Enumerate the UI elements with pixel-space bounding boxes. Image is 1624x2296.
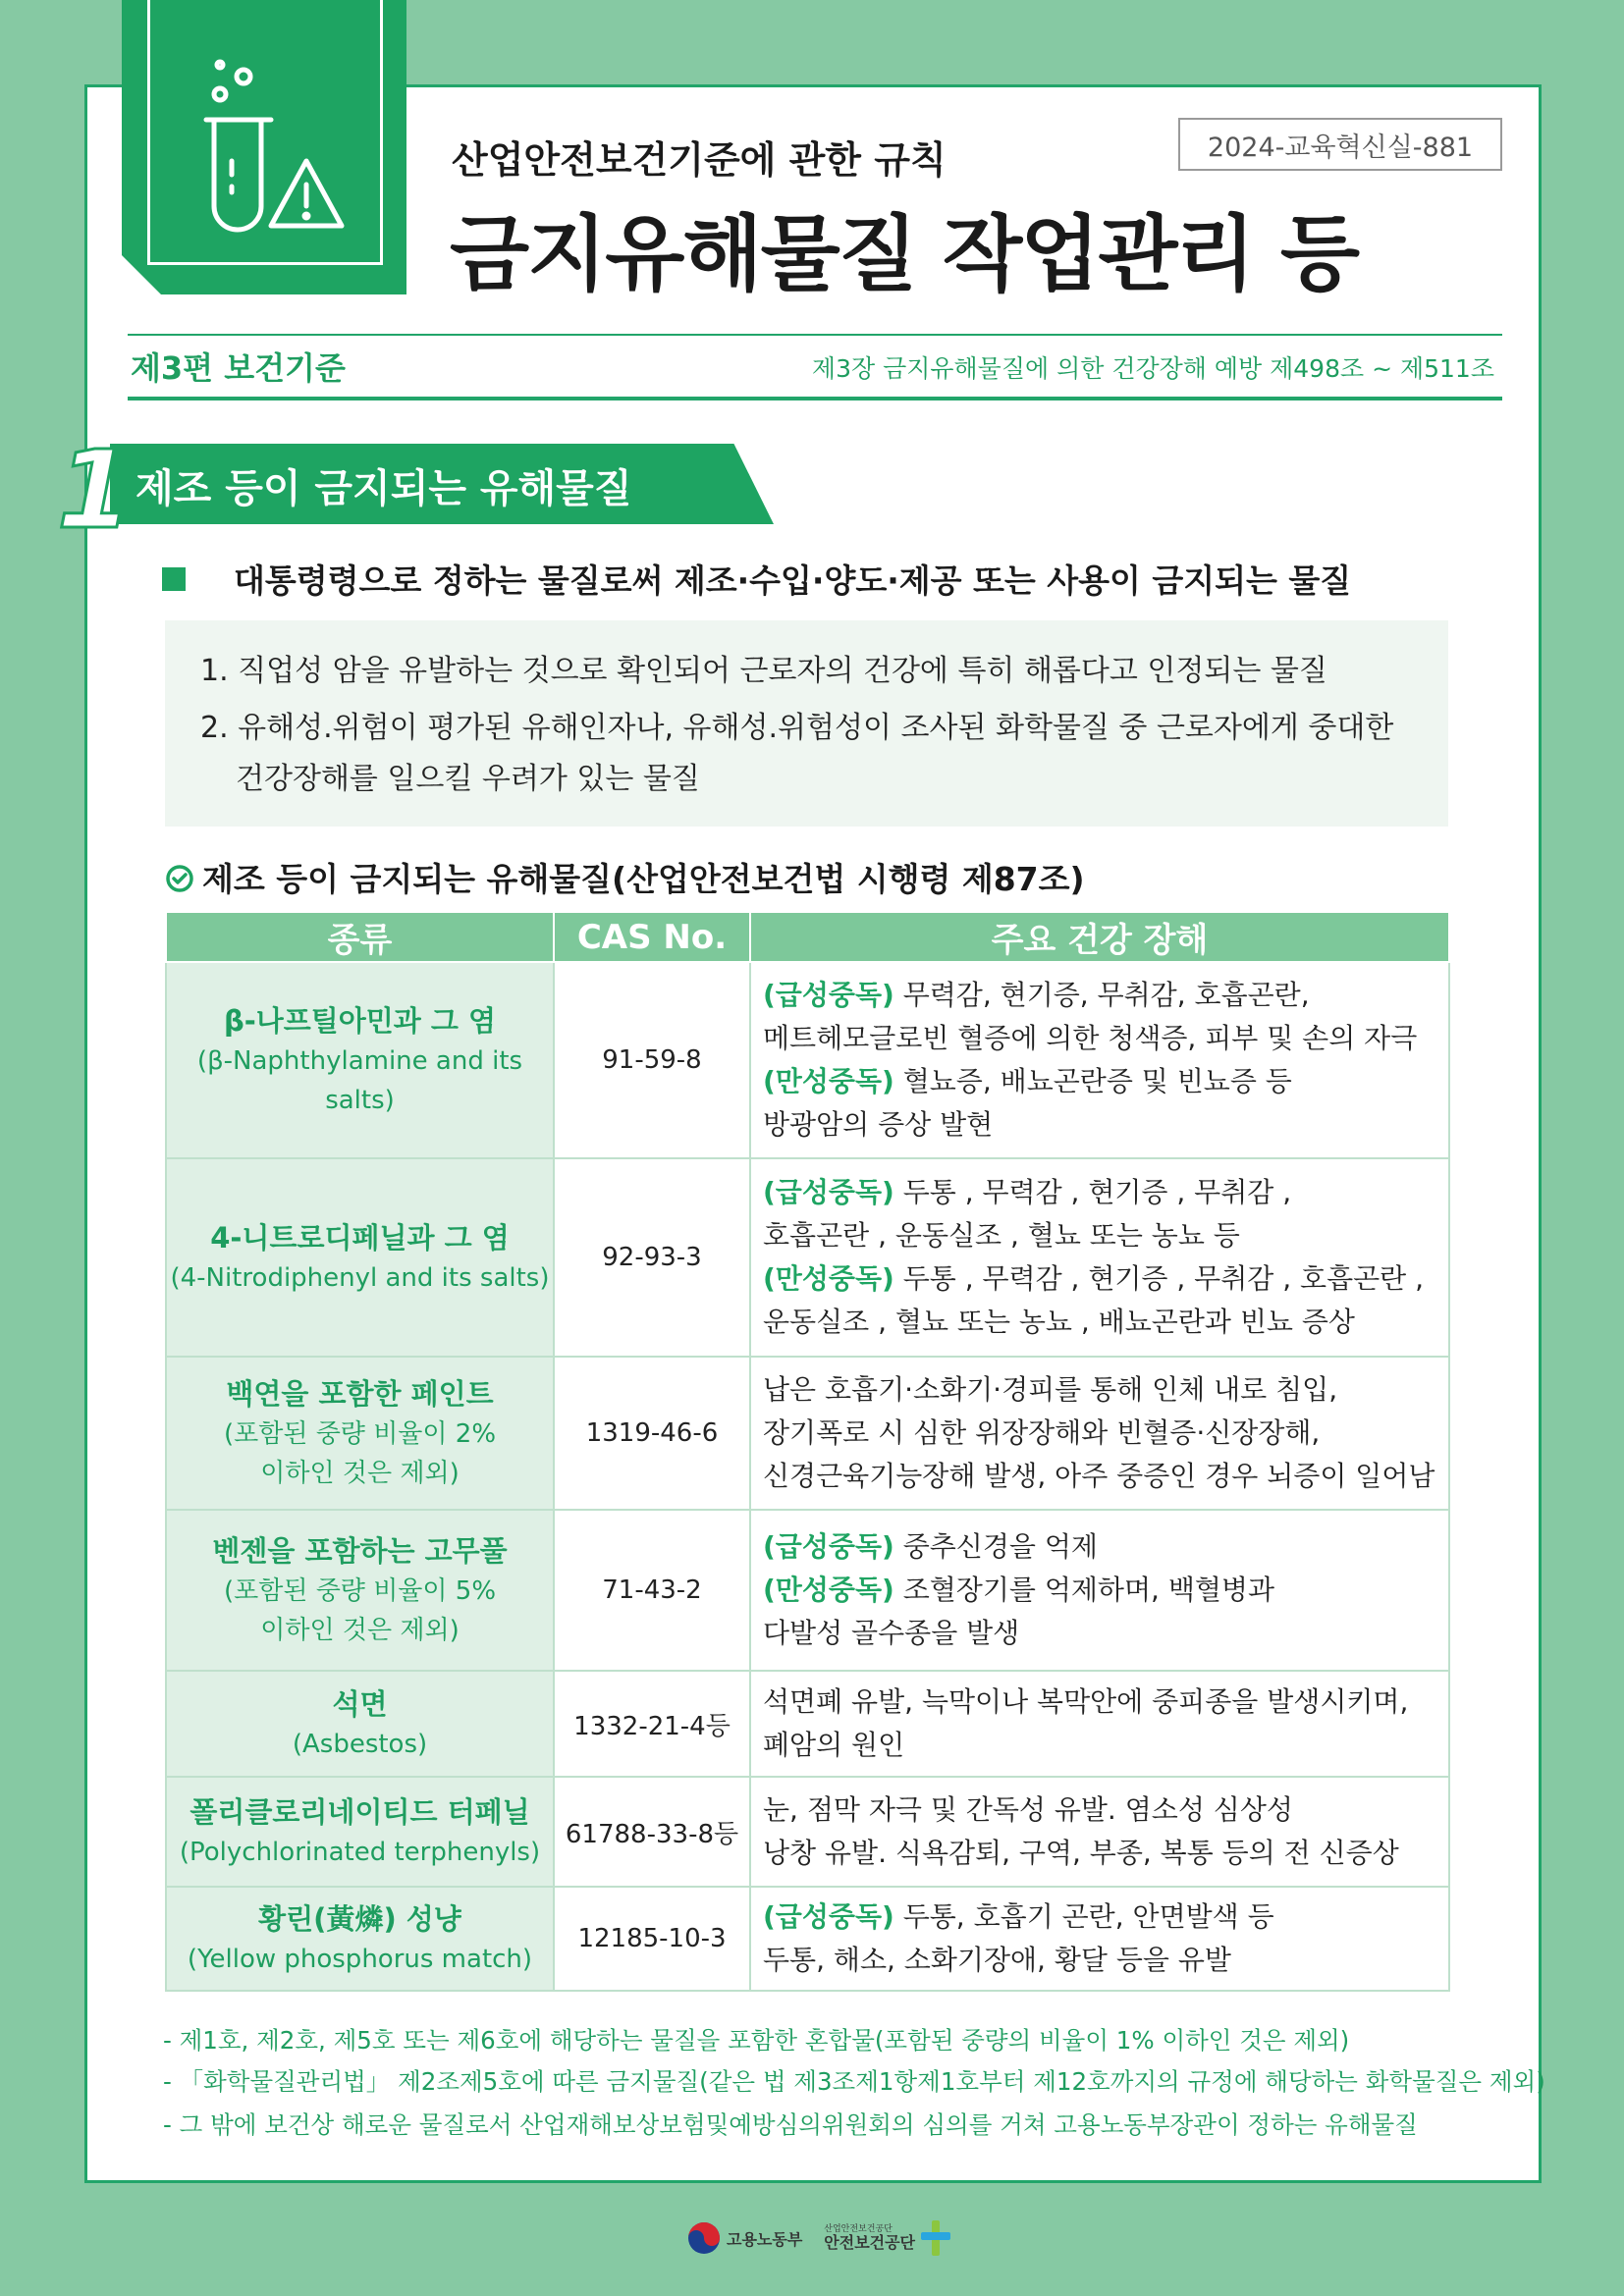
- poisoning-type-tag: (급성중독): [763, 1176, 894, 1208]
- square-bullet-icon: [162, 567, 186, 591]
- column-header-cas: CAS No.: [554, 912, 750, 962]
- health-effects-cell: [750, 1158, 1449, 1357]
- health-effect-line: [763, 1455, 1436, 1498]
- health-effect-line: [763, 1060, 1436, 1103]
- table-row: [166, 1671, 1449, 1777]
- definition-heading: 대통령령으로 정하는 물질로써 제조·수입·양도·제공 또는 사용이 금지되는 물질: [234, 561, 1352, 600]
- moel-logo-text: 고용노동부: [727, 2229, 803, 2249]
- substance-subtitle-cont: 이하인 것은 제외): [260, 1616, 460, 1645]
- substance-name: 폴리클로리네이티드 터페닐: [189, 1795, 530, 1829]
- health-effect-line: [763, 1939, 1436, 1982]
- health-effect-line: [763, 1525, 1436, 1569]
- substance-subtitle: (Asbestos): [292, 1730, 428, 1759]
- taeguk-icon: [687, 2221, 721, 2255]
- health-effect-text: 석면폐 유발, 늑막이나 복막안에 중피종을 발생시키며,: [763, 1685, 1409, 1718]
- substance-subtitle: (포함된 중량 비율이 2%: [223, 1419, 497, 1449]
- cas-number: 1332-21-4등: [554, 1671, 750, 1777]
- health-effects-cell: [750, 962, 1449, 1158]
- substance-name: 4-니트로디페닐과 그 염: [210, 1221, 510, 1255]
- health-effect-text: 장기폭로 시 심한 위장장해와 빈혈증·신장장해,: [763, 1416, 1321, 1449]
- column-header-type: 종류: [166, 912, 554, 962]
- health-effect-line: [763, 1832, 1436, 1875]
- health-effects-cell: [750, 1510, 1449, 1671]
- kosha-logo: [824, 2220, 950, 2256]
- health-effect-text: 중추신경을 억제: [893, 1530, 1098, 1563]
- part-label: 제3편 보건기준: [131, 349, 346, 387]
- substance-name-cell: [166, 1158, 554, 1357]
- substance-name-cell: [166, 1777, 554, 1887]
- health-effect-text: 낭창 유발. 식욕감퇴, 구역, 부종, 복통 등의 전 신증상: [763, 1837, 1399, 1869]
- flask-warning-icon: [192, 59, 350, 245]
- substance-name-cell: [166, 1510, 554, 1671]
- table-row: [166, 1887, 1449, 1991]
- substance-subtitle-cont: 이하인 것은 제외): [260, 1459, 460, 1488]
- health-effect-text: 다발성 골수종을 발생: [763, 1617, 1020, 1649]
- table-row: [166, 1158, 1449, 1357]
- cas-number: 1319-46-6: [554, 1357, 750, 1510]
- substance-name-cell: [166, 1357, 554, 1510]
- substance-subtitle: (포함된 중량 비율이 5%: [223, 1576, 497, 1606]
- health-effect-text: 두통 , 무력감 , 현기증 , 무취감 ,: [893, 1176, 1292, 1208]
- criteria-item-1: 1. 직업성 암을 유발하는 것으로 확인되어 근로자의 건강에 특히 해롭다고 인정되는 물질: [200, 654, 1327, 688]
- health-effect-line: [763, 1368, 1436, 1412]
- health-effect-line: [763, 1412, 1436, 1455]
- table-row: [166, 1357, 1449, 1510]
- kosha-logo-text: 안전보건공단: [824, 2233, 916, 2252]
- table-row: [166, 962, 1449, 1158]
- poisoning-type-tag: (급성중독): [763, 1900, 894, 1933]
- health-effect-text: 방광암의 증상 발현: [763, 1108, 994, 1141]
- health-effects-cell: [750, 1671, 1449, 1777]
- poisoning-type-tag: (급성중독): [763, 979, 894, 1011]
- substance-name-cell: [166, 1671, 554, 1777]
- cas-number: 91-59-8: [554, 962, 750, 1158]
- health-effect-line: [763, 1171, 1436, 1214]
- divider-bottom: [128, 397, 1502, 400]
- criteria-item-2: 2. 유해성.위험이 평가된 유해인자나, 유해성.위험성이 조사된 화학물질 중 근로자에게 중대한: [200, 711, 1394, 745]
- substance-subtitle: (Polychlorinated terphenyls): [179, 1838, 541, 1867]
- divider-top: [128, 334, 1502, 336]
- health-effect-line: [763, 1896, 1436, 1939]
- health-effect-line: [763, 1257, 1436, 1301]
- substance-name: β-나프틸아민과 그 염: [223, 1004, 497, 1038]
- substance-subtitle: (Yellow phosphorus match): [187, 1945, 533, 1974]
- table-row: [166, 1510, 1449, 1671]
- footer-logos: [687, 2220, 950, 2256]
- table-row: [166, 1777, 1449, 1887]
- health-effect-text: 호흡곤란 , 운동실조 , 혈뇨 또는 농뇨 등: [763, 1219, 1240, 1252]
- cas-number: 92-93-3: [554, 1158, 750, 1357]
- health-effect-text: 두통 , 무력감 , 현기증 , 무취감 , 호흡곤란 ,: [893, 1262, 1425, 1295]
- document-code: 2024-교육혁신실-881: [1178, 118, 1502, 171]
- substance-name: 석면: [332, 1687, 388, 1721]
- health-effect-text: 납은 호흡기·소화기·경피를 통해 인체 내로 침입,: [763, 1373, 1338, 1406]
- section-title: 제조 등이 금지되는 유해물질: [135, 466, 632, 511]
- document-title: 금지유해물질 작업관리 등: [450, 206, 1359, 302]
- health-effects-cell: [750, 1357, 1449, 1510]
- note-3: - 그 밖에 보건상 해로운 물질로서 산업재해보상보험및예방심의위원회의 심의를 거쳐 고용노동부장관이 정하는 유해물질: [163, 2110, 1418, 2139]
- note-1: - 제1호, 제2호, 제5호 또는 제6호에 해당하는 물질을 포함한 혼합물(포함된 중량의 비율이 1% 이하인 것은 제외): [163, 2026, 1350, 2055]
- moel-logo: [687, 2221, 802, 2255]
- poisoning-type-tag: (만성중독): [763, 1574, 894, 1606]
- health-effect-text: 운동실조 , 혈뇨 또는 농뇨 , 배뇨곤란과 빈뇨 증상: [763, 1306, 1355, 1338]
- kosha-logo-small-text: 산업안전보건공단: [824, 2224, 893, 2234]
- substance-name-cell: [166, 962, 554, 1158]
- section-number: 1: [57, 427, 133, 553]
- health-effect-text: 눈, 점막 자극 및 간독성 유발. 염소성 심상성: [763, 1793, 1293, 1826]
- substance-name-cell: [166, 1887, 554, 1991]
- substance-table: [165, 911, 1450, 1992]
- health-effects-cell: [750, 1777, 1449, 1887]
- substance-subtitle: (4-Nitrodiphenyl and its salts): [170, 1263, 550, 1293]
- table-heading: 제조 등이 금지되는 유해물질(산업안전보건법 시행령 제87조): [202, 860, 1085, 898]
- substance-name: 황린(黃燐) 성냥: [258, 1902, 461, 1936]
- health-effect-line: [763, 1301, 1436, 1344]
- health-effect-line: [763, 1017, 1436, 1060]
- health-effect-text: 메트헤모글로빈 혈증에 의한 청색증, 피부 및 손의 자극: [763, 1022, 1418, 1054]
- health-effect-text: 무력감, 현기증, 무취감, 호흡곤란,: [893, 979, 1310, 1011]
- note-2: - 「화학물질관리법」 제2조제5호에 따른 금지물질(같은 법 제3조제1항제1호부터 제12호까지의 규정에 해당하는 화학물질은 제외): [163, 2067, 1545, 2096]
- health-effect-text: 신경근육기능장해 발생, 아주 중증인 경우 뇌증이 일어남: [763, 1460, 1435, 1492]
- table-header-row: [166, 912, 1449, 962]
- poisoning-type-tag: (만성중독): [763, 1262, 894, 1295]
- substance-name: 백연을 포함한 페인트: [226, 1377, 494, 1411]
- health-effect-line: [763, 1103, 1436, 1147]
- cas-number: 61788-33-8등: [554, 1777, 750, 1887]
- criteria-item-2-cont: 건강장해를 일으킬 우려가 있는 물질: [236, 762, 700, 796]
- poisoning-type-tag: (만성중독): [763, 1065, 894, 1097]
- health-effect-text: 두통, 호흡기 곤란, 안면발색 등: [893, 1900, 1274, 1933]
- health-effect-text: 혈뇨증, 배뇨곤란증 및 빈뇨증 등: [893, 1065, 1292, 1097]
- kosha-cross-icon: [921, 2220, 950, 2256]
- health-effect-text: 두통, 해소, 소화기장애, 황달 등을 유발: [763, 1944, 1231, 1976]
- chapter-label: 제3장 금지유해물질에 의한 건강장해 예방 제498조 ~ 제511조: [811, 354, 1494, 383]
- substance-subtitle: (β-Naphthylamine and its salts): [196, 1046, 523, 1115]
- cas-number: 12185-10-3: [554, 1887, 750, 1991]
- cas-number: 71-43-2: [554, 1510, 750, 1671]
- health-effect-text: 조혈장기를 억제하며, 백혈병과: [893, 1574, 1275, 1606]
- health-effect-line: [763, 1681, 1436, 1724]
- health-effect-line: [763, 1612, 1436, 1655]
- check-circle-icon: [165, 864, 194, 893]
- health-effect-line: [763, 1214, 1436, 1257]
- health-effect-line: [763, 1724, 1436, 1767]
- health-effects-cell: [750, 1887, 1449, 1991]
- health-effect-line: [763, 1569, 1436, 1612]
- health-effect-text: 폐암의 원인: [763, 1729, 905, 1761]
- poisoning-type-tag: (급성중독): [763, 1530, 894, 1563]
- health-effect-line: [763, 1789, 1436, 1832]
- health-effect-line: [763, 974, 1436, 1017]
- substance-name: 벤젠을 포함하는 고무풀: [212, 1534, 508, 1568]
- document-subtitle: 산업안전보건기준에 관한 규칙: [452, 138, 947, 182]
- column-header-effects: 주요 건강 장해: [750, 912, 1449, 962]
